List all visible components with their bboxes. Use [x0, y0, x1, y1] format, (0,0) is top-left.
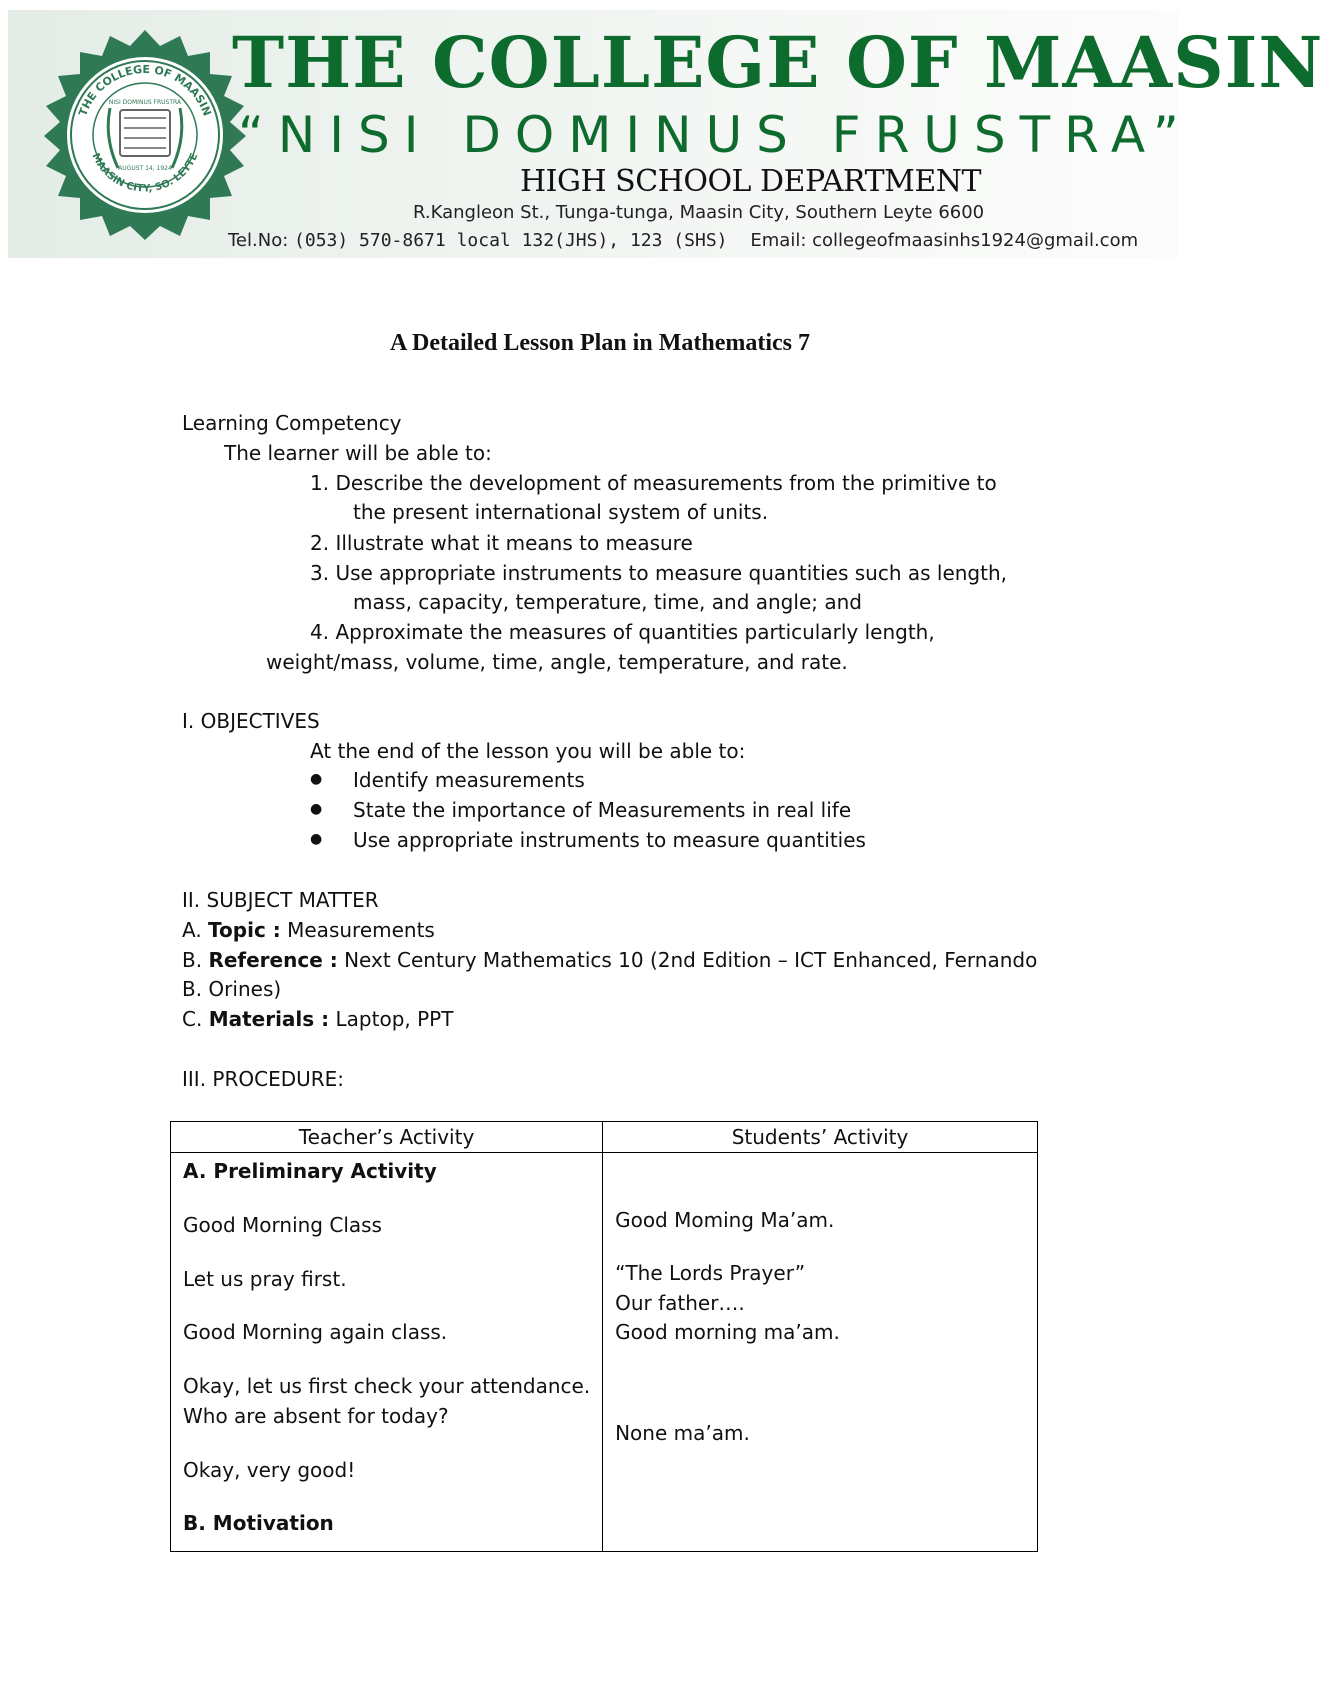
- topic-value: Measurements: [287, 918, 435, 942]
- letterhead: [8, 10, 1323, 258]
- student-line: “The Lords Prayer”: [615, 1261, 806, 1285]
- topic-label: Topic :: [208, 918, 281, 942]
- teacher-line: Okay, very good!: [183, 1458, 356, 1482]
- bullet-icon: ●: [310, 831, 323, 847]
- topic-prefix: A.: [182, 918, 202, 942]
- competency-item: 1. Describe the development of measurements from the primitive to: [310, 471, 997, 495]
- tel-value: (053) 570-8671 local 132(JHS), 123 (SHS): [294, 230, 728, 251]
- seal-text-top: THE COLLEGE OF MAASIN: [76, 62, 214, 118]
- activity-table: [170, 1121, 1038, 1552]
- student-line: Good morning ma’am.: [615, 1320, 840, 1344]
- students-activity-cell: [603, 1153, 1038, 1552]
- reference-continuation: B. Orines): [182, 977, 282, 1001]
- contact-line: [228, 230, 1138, 251]
- reference-line: [182, 948, 1037, 972]
- section-preliminary-activity: A. Preliminary Activity: [183, 1159, 437, 1183]
- competency-item: weight/mass, volume, time, angle, temperature, and rate.: [266, 650, 848, 674]
- materials-prefix: C.: [182, 1007, 203, 1031]
- competency-item: 4. Approximate the measures of quantities particularly length,: [310, 620, 935, 644]
- materials-line: [182, 1007, 453, 1031]
- subject-matter-heading: II. SUBJECT MATTER: [182, 888, 379, 912]
- teacher-line: Okay, let us first check your attendance.: [183, 1374, 591, 1398]
- objective-item: Identify measurements: [353, 768, 585, 792]
- reference-value: Next Century Mathematics 10 (2nd Edition – ICT Enhanced, Fernando: [344, 948, 1038, 972]
- tel-label: Tel.No:: [228, 230, 289, 251]
- competency-item: the present international system of units.: [353, 500, 769, 524]
- procedure-heading: III. PROCEDURE:: [182, 1067, 345, 1091]
- objective-item: State the importance of Measurements in real life: [353, 798, 852, 822]
- competency-item: 3. Use appropriate instruments to measure quantities such as length,: [310, 561, 1008, 585]
- seal-text-bottom: MAASIN CITY, SO. LEYTE: [89, 151, 201, 195]
- college-seal-logo: [38, 28, 252, 242]
- document-title: A Detailed Lesson Plan in Mathematics 7: [390, 330, 810, 356]
- teacher-line: Good Morning Class: [183, 1213, 382, 1237]
- teacher-line: Good Morning again class.: [183, 1320, 448, 1344]
- reference-prefix: B.: [182, 948, 203, 972]
- bullet-icon: ●: [310, 771, 323, 787]
- students-activity-header: Students’ Activity: [603, 1122, 1038, 1153]
- competency-heading: Learning Competency: [182, 411, 402, 435]
- objective-item: Use appropriate instruments to measure quantities: [353, 828, 866, 852]
- table-header-row: [171, 1122, 1038, 1153]
- seal-year: AUGUST 14, 1924: [118, 165, 172, 172]
- student-line: Good Moming Ma’am.: [615, 1208, 835, 1232]
- section-motivation: B. Motivation: [183, 1511, 334, 1535]
- competency-item: 2. Illustrate what it means to measure: [310, 531, 693, 555]
- college-name: THE COLLEGE OF MAASIN: [232, 21, 1323, 104]
- objectives-intro: At the end of the lesson you will be able to:: [310, 739, 746, 763]
- teacher-activity-header: Teacher’s Activity: [171, 1122, 603, 1153]
- table-row: [171, 1153, 1038, 1552]
- teacher-line: Who are absent for today?: [183, 1404, 449, 1428]
- teacher-activity-cell: [171, 1153, 603, 1552]
- department-name: HIGH SCHOOL DEPARTMENT: [520, 164, 981, 199]
- college-motto: “NISI DOMINUS FRUSTRA”: [238, 106, 1193, 164]
- student-line: None ma’am.: [615, 1421, 750, 1445]
- teacher-line: Let us pray first.: [183, 1267, 347, 1291]
- materials-label: Materials :: [208, 1007, 330, 1031]
- bullet-icon: ●: [310, 801, 323, 817]
- student-line: Our father….: [615, 1291, 745, 1315]
- seal-motto: NISI DOMINUS FRUSTRA: [108, 99, 182, 106]
- materials-value: Laptop, PPT: [335, 1007, 454, 1031]
- competency-intro: The learner will be able to:: [224, 441, 492, 465]
- email-label: Email:: [750, 230, 807, 251]
- reference-label: Reference :: [208, 948, 338, 972]
- college-address: R.Kangleon St., Tunga-tunga, Maasin City, Southern Leyte 6600: [413, 202, 985, 223]
- topic-line: [182, 918, 435, 942]
- objectives-heading: I. OBJECTIVES: [182, 709, 320, 733]
- competency-item: mass, capacity, temperature, time, and angle; and: [353, 590, 862, 614]
- email-value: collegeofmaasinhs1924@gmail.com: [812, 230, 1139, 251]
